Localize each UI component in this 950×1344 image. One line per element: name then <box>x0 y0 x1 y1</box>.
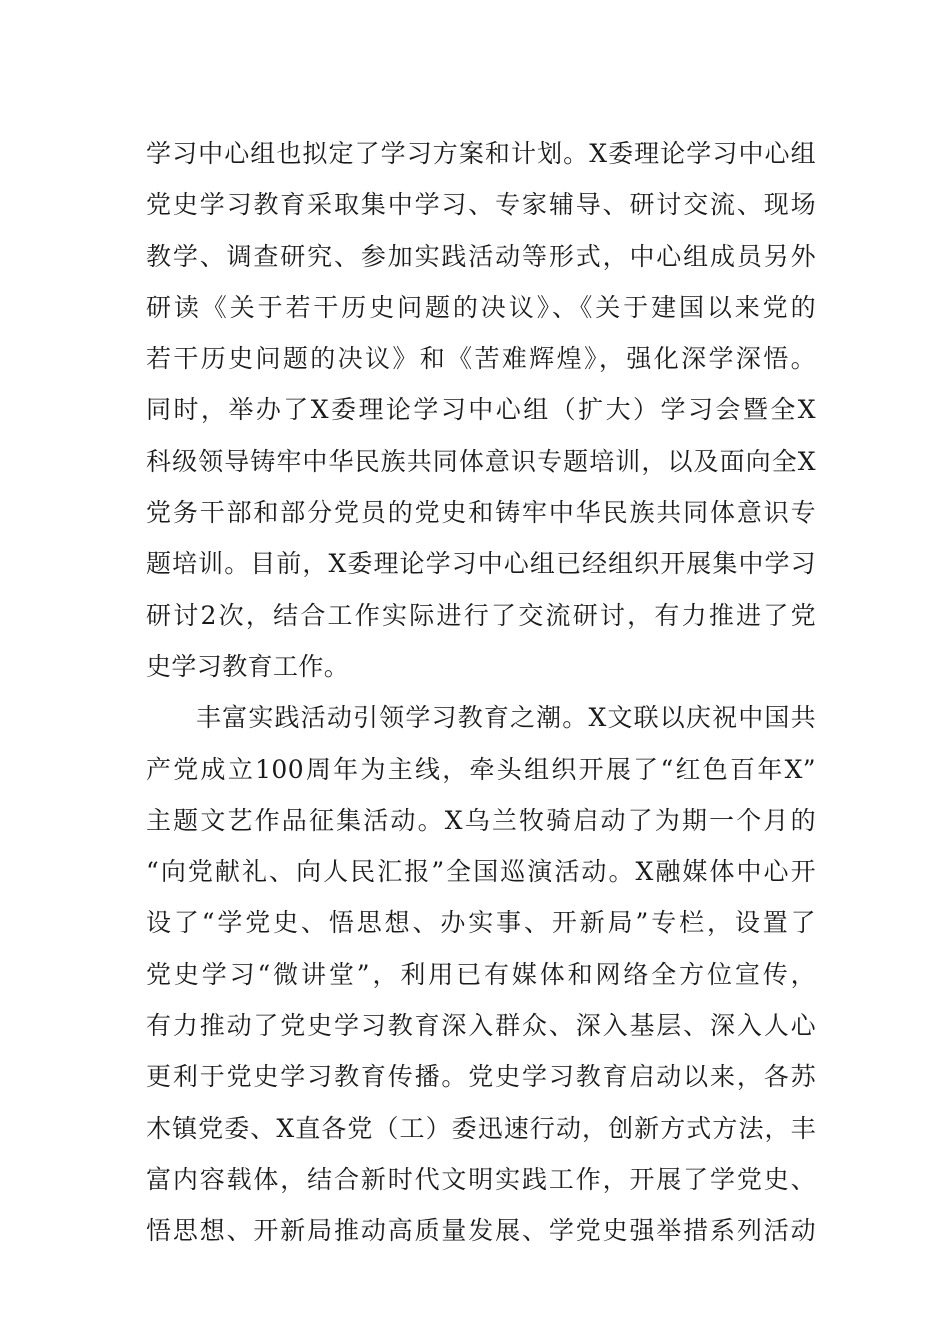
text-line: 党史学习教育采取集中学习、专家辅导、研讨交流、现场 <box>146 190 816 220</box>
text-line: “向党献礼、向人民汇报”全国巡演活动。X融媒体中心开 <box>146 857 816 887</box>
text-line: 同时，举办了X委理论学习中心组（扩大）学习会暨全X <box>146 395 816 425</box>
text-line: 科级领导铸牢中华民族共同体意识专题培训，以及面向全X <box>146 446 816 476</box>
text-line: 党史学习“微讲堂”，利用已有媒体和网络全方位宣传， <box>146 959 816 989</box>
text-line: 党务干部和部分党员的党史和铸牢中华民族共同体意识专 <box>146 498 816 528</box>
text-line: 研讨2次，结合工作实际进行了交流研讨，有力推进了党 <box>146 600 816 630</box>
text-line: 富内容载体，结合新时代文明实践工作，开展了学党史、 <box>146 1164 816 1194</box>
text-line: 产党成立100周年为主线，牵头组织开展了“红色百年X” <box>146 754 816 784</box>
text-line: 题培训。目前，X委理论学习中心组已经组织开展集中学习 <box>146 549 816 579</box>
text-line: 研读《关于若干历史问题的决议》、《关于建国以来党的 <box>146 292 816 322</box>
text-line: 若干历史问题的决议》和《苦难辉煌》，强化深学深悟。 <box>146 344 816 374</box>
text-line: 教学、调查研究、参加实践活动等形式，中心组成员另外 <box>146 241 816 271</box>
body-text <box>146 128 816 1257</box>
text-line: 设了“学党史、悟思想、办实事、开新局”专栏，设置了 <box>146 908 816 938</box>
paragraph-start-line: 丰富实践活动引领学习教育之潮。X文联以庆祝中国共 <box>196 703 816 733</box>
text-line: 更利于党史学习教育传播。党史学习教育启动以来，各苏 <box>146 1062 816 1092</box>
text-line: 主题文艺作品征集活动。X乌兰牧骑启动了为期一个月的 <box>146 805 816 835</box>
text-line: 有力推动了党史学习教育深入群众、深入基层、深入人心 <box>146 1011 816 1041</box>
text-line: 木镇党委、X直各党（工）委迅速行动，创新方式方法，丰 <box>146 1113 816 1143</box>
paragraph-end-line: 史学习教育工作。 <box>146 651 350 681</box>
text-line: 悟思想、开新局推动高质量发展、学党史强举措系列活动 <box>146 1216 816 1246</box>
text-line: 学习中心组也拟定了学习方案和计划。X委理论学习中心组 <box>146 139 816 168</box>
